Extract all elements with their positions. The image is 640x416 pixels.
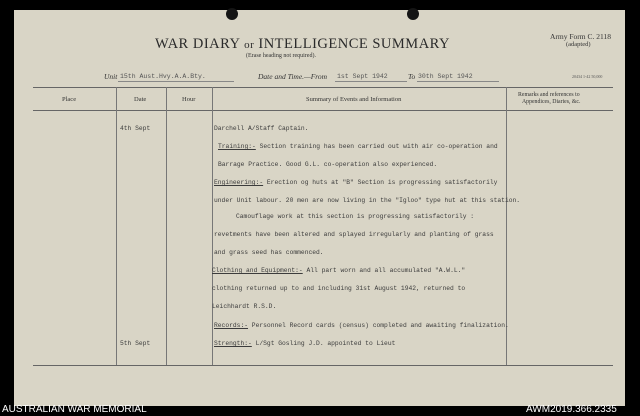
footer-accession-number: AWM2019.366.2335 — [526, 404, 617, 415]
entry-line: Strength:- L/Sgt Gosling J.D. appointed to Lieut — [214, 340, 396, 347]
column-header-summary: Summary of Events and Information — [306, 96, 402, 103]
entry-line: Leichhardt R.S.D. — [212, 303, 277, 310]
unit-label: Unit — [104, 72, 118, 81]
footer-credit: AUSTRALIAN WAR MEMORIAL — [2, 404, 147, 415]
date-to-label: To — [408, 72, 416, 81]
entry-line: Training:- Section training has been carried out with air co-operation and — [218, 143, 498, 150]
punch-hole-right — [407, 8, 419, 20]
column-header-hour: Hour — [182, 96, 196, 103]
punch-hole-left — [226, 8, 238, 20]
entry-line: revetments have been altered and splayed irregularly and planting of grass — [214, 231, 494, 238]
print-code: 20434 1-42 50,000 — [572, 74, 603, 79]
title-war-diary: WAR DIARY — [155, 36, 240, 52]
title-or: or — [244, 39, 255, 51]
table-bottom-rule — [33, 365, 613, 366]
form-title — [155, 36, 450, 53]
entry-line: Darchell A/Staff Captain. — [214, 125, 309, 132]
entry-line: and grass seed has commenced. — [214, 249, 324, 256]
table-top-rule — [33, 87, 613, 88]
date-from-value: 1st Sept 1942 — [337, 73, 388, 80]
date-time-label: Date and Time.—From — [258, 72, 328, 81]
unit-underline — [118, 81, 234, 82]
date-to-underline — [417, 81, 499, 82]
entry-line: Barrage Practice. Good G.L. co-operation also experienced. — [218, 161, 438, 168]
unit-value: 15th Aust.Hvy.A.A.Bty. — [120, 73, 206, 80]
date-from-underline — [335, 81, 407, 82]
entry-line: Engineering:- Erection og huts at "B" Section is progressing satisfactorily — [214, 179, 498, 186]
form-adapted-note: (adapted) — [566, 41, 591, 48]
entry-line: Records:- Personnel Record cards (census) completed and awaiting finalization. — [214, 322, 509, 329]
entry-line: under Unit labour. 20 men are now living in the "Igloo" type hut at this station. — [214, 197, 521, 204]
table-header-rule — [33, 110, 613, 111]
date-to-value: 30th Sept 1942 — [418, 73, 473, 80]
column-header-remarks-line1: Remarks and references to — [518, 92, 580, 98]
entry-line: Camouflage work at this section is progressing satisfactorily : — [236, 213, 475, 220]
entry-line: Clothing and Equipment:- All part worn and all accumulated "A.W.L." — [212, 267, 466, 274]
entry-date: 5th Sept — [120, 340, 151, 347]
column-header-place: Place — [62, 96, 77, 103]
column-divider-place — [116, 87, 117, 365]
entry-date: 4th Sept — [120, 125, 151, 132]
column-header-remarks-line2: Appendices, Diaries, &c. — [522, 99, 581, 105]
column-header-date: Date — [134, 96, 147, 103]
column-divider-date — [166, 87, 167, 365]
army-form-number: Army Form C. 2118 — [550, 32, 611, 41]
title-intelligence-summary: INTELLIGENCE SUMMARY — [258, 36, 451, 52]
column-divider-hour — [212, 87, 213, 365]
form-subtitle: (Erase heading not required). — [246, 53, 316, 59]
entry-line: clothing returned up to and including 31st August 1942, returned to — [212, 285, 466, 292]
